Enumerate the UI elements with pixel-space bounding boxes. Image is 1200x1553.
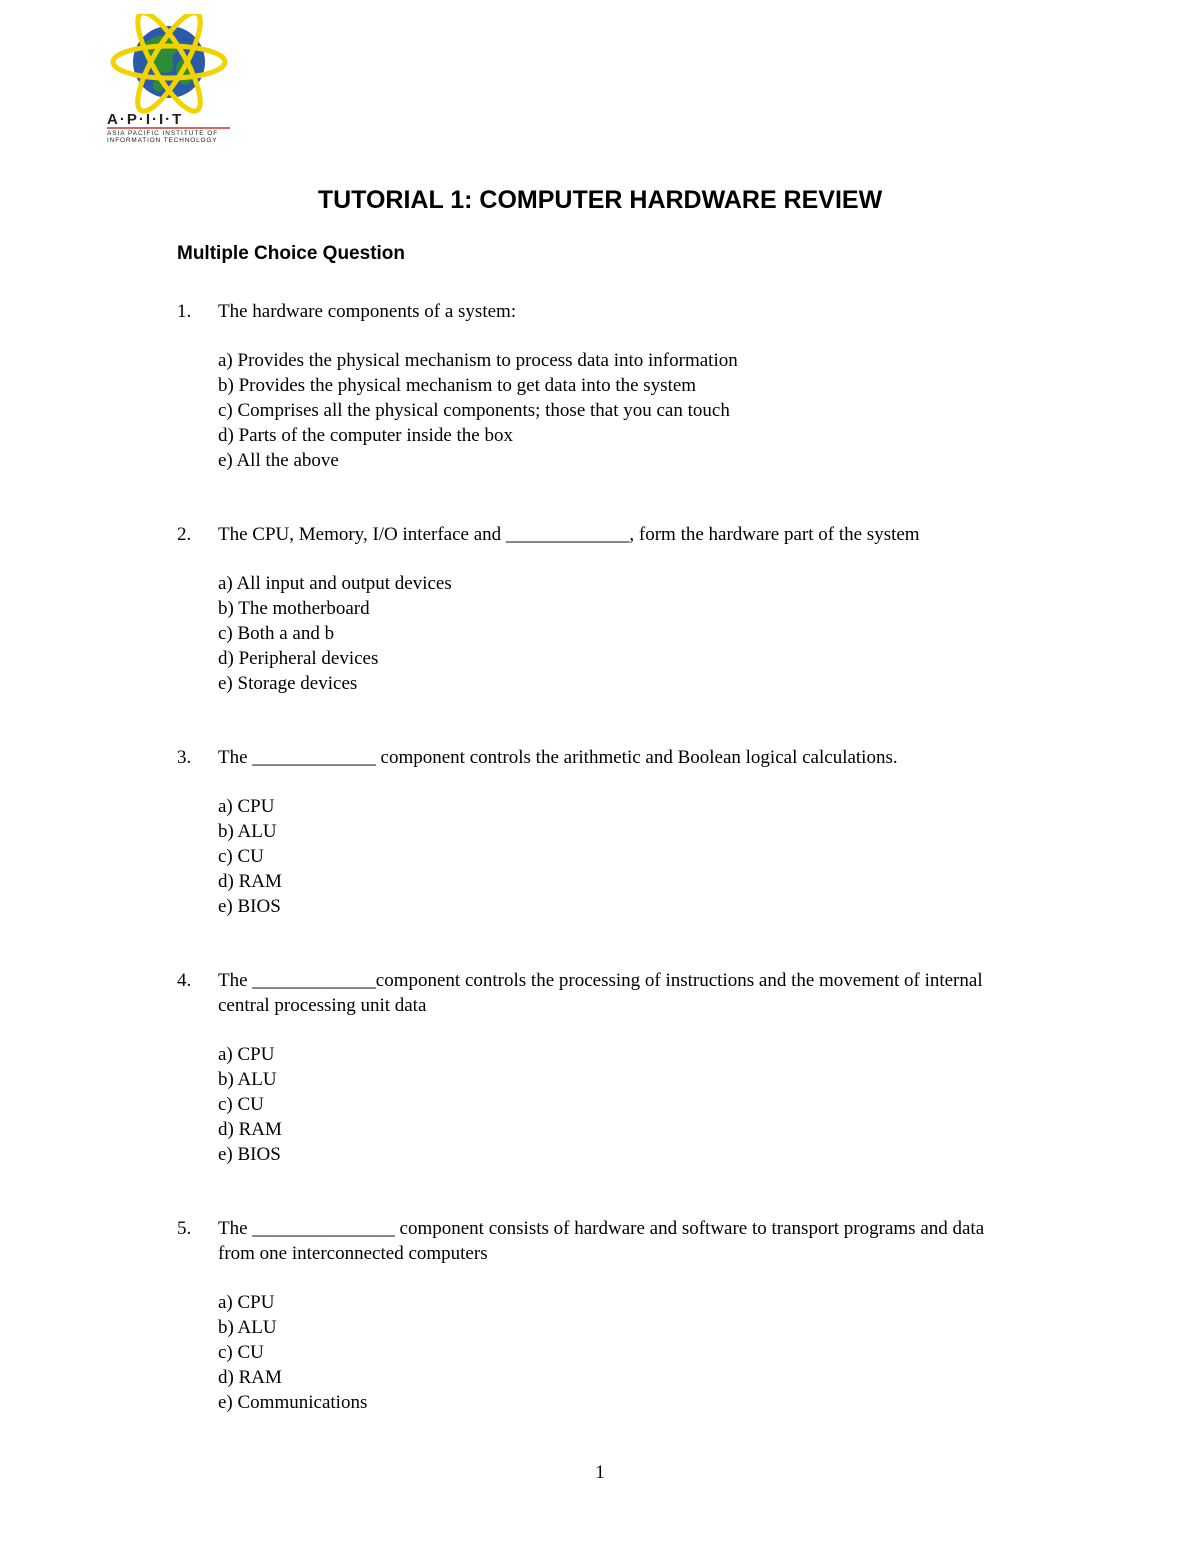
option-a: a) CPU	[218, 1044, 275, 1065]
option-e: e) BIOS	[218, 896, 281, 917]
option-c: c) CU	[218, 846, 264, 867]
option-d: d) RAM	[218, 1119, 282, 1140]
option-c: c) CU	[218, 1342, 264, 1363]
option-e: e) Communications	[218, 1392, 368, 1413]
option-c: c) CU	[218, 1094, 264, 1115]
option-b: b) ALU	[218, 821, 277, 842]
option-d: d) Peripheral devices	[218, 648, 379, 669]
option-b: b) ALU	[218, 1069, 277, 1090]
options-5	[218, 1290, 1018, 1415]
logo-subtitle-line2: INFORMATION TECHNOLOGY	[107, 137, 218, 144]
options-3	[218, 794, 1018, 919]
option-a: a) All input and output devices	[218, 573, 452, 594]
section-heading: Multiple Choice Question	[177, 243, 406, 264]
options-4	[218, 1042, 1018, 1167]
options-2	[218, 571, 1018, 696]
option-d: d) Parts of the computer inside the box	[218, 425, 513, 446]
question-text: The _____________component controls the processing of instructions and the movement of internal central processing unit data	[218, 970, 983, 1016]
option-a: a) CPU	[218, 1292, 275, 1313]
option-c: c) Both a and b	[218, 623, 335, 644]
question-text: The _____________ component controls the arithmetic and Boolean logical calculations.	[218, 747, 898, 768]
option-c: c) Comprises all the physical components; those that you can touch	[218, 400, 730, 421]
question-number: 5.	[177, 1218, 192, 1239]
option-a: a) Provides the physical mechanism to process data into information	[218, 350, 738, 371]
option-e: e) Storage devices	[218, 673, 358, 694]
option-d: d) RAM	[218, 1367, 282, 1388]
options-1	[218, 348, 1018, 473]
question-number: 2.	[177, 524, 192, 545]
page-title: TUTORIAL 1: COMPUTER HARDWARE REVIEW	[317, 186, 883, 214]
logo-subtitle-line1: ASIA PACIFIC INSTITUTE OF	[107, 130, 219, 137]
question-text: The _______________ component consists of hardware and software to transport programs and data from one interconnected computers	[218, 1218, 985, 1264]
option-e: e) BIOS	[218, 1144, 281, 1165]
question-text: The CPU, Memory, I/O interface and _____________, form the hardware part of the system	[218, 524, 920, 545]
option-b: b) The motherboard	[218, 598, 370, 619]
option-e: e) All the above	[218, 450, 339, 471]
option-b: b) ALU	[218, 1317, 277, 1338]
option-a: a) CPU	[218, 796, 275, 817]
apiit-logo	[104, 14, 234, 144]
logo-letters: A·P·I·I·T	[107, 111, 184, 128]
globe-logo-icon	[104, 14, 234, 144]
option-d: d) RAM	[218, 871, 282, 892]
question-number: 3.	[177, 747, 192, 768]
page-number: 1	[595, 1462, 605, 1483]
question-number: 1.	[177, 301, 192, 322]
option-b: b) Provides the physical mechanism to get data into the system	[218, 375, 697, 396]
question-number: 4.	[177, 970, 192, 991]
question-text: The hardware components of a system:	[218, 301, 517, 322]
